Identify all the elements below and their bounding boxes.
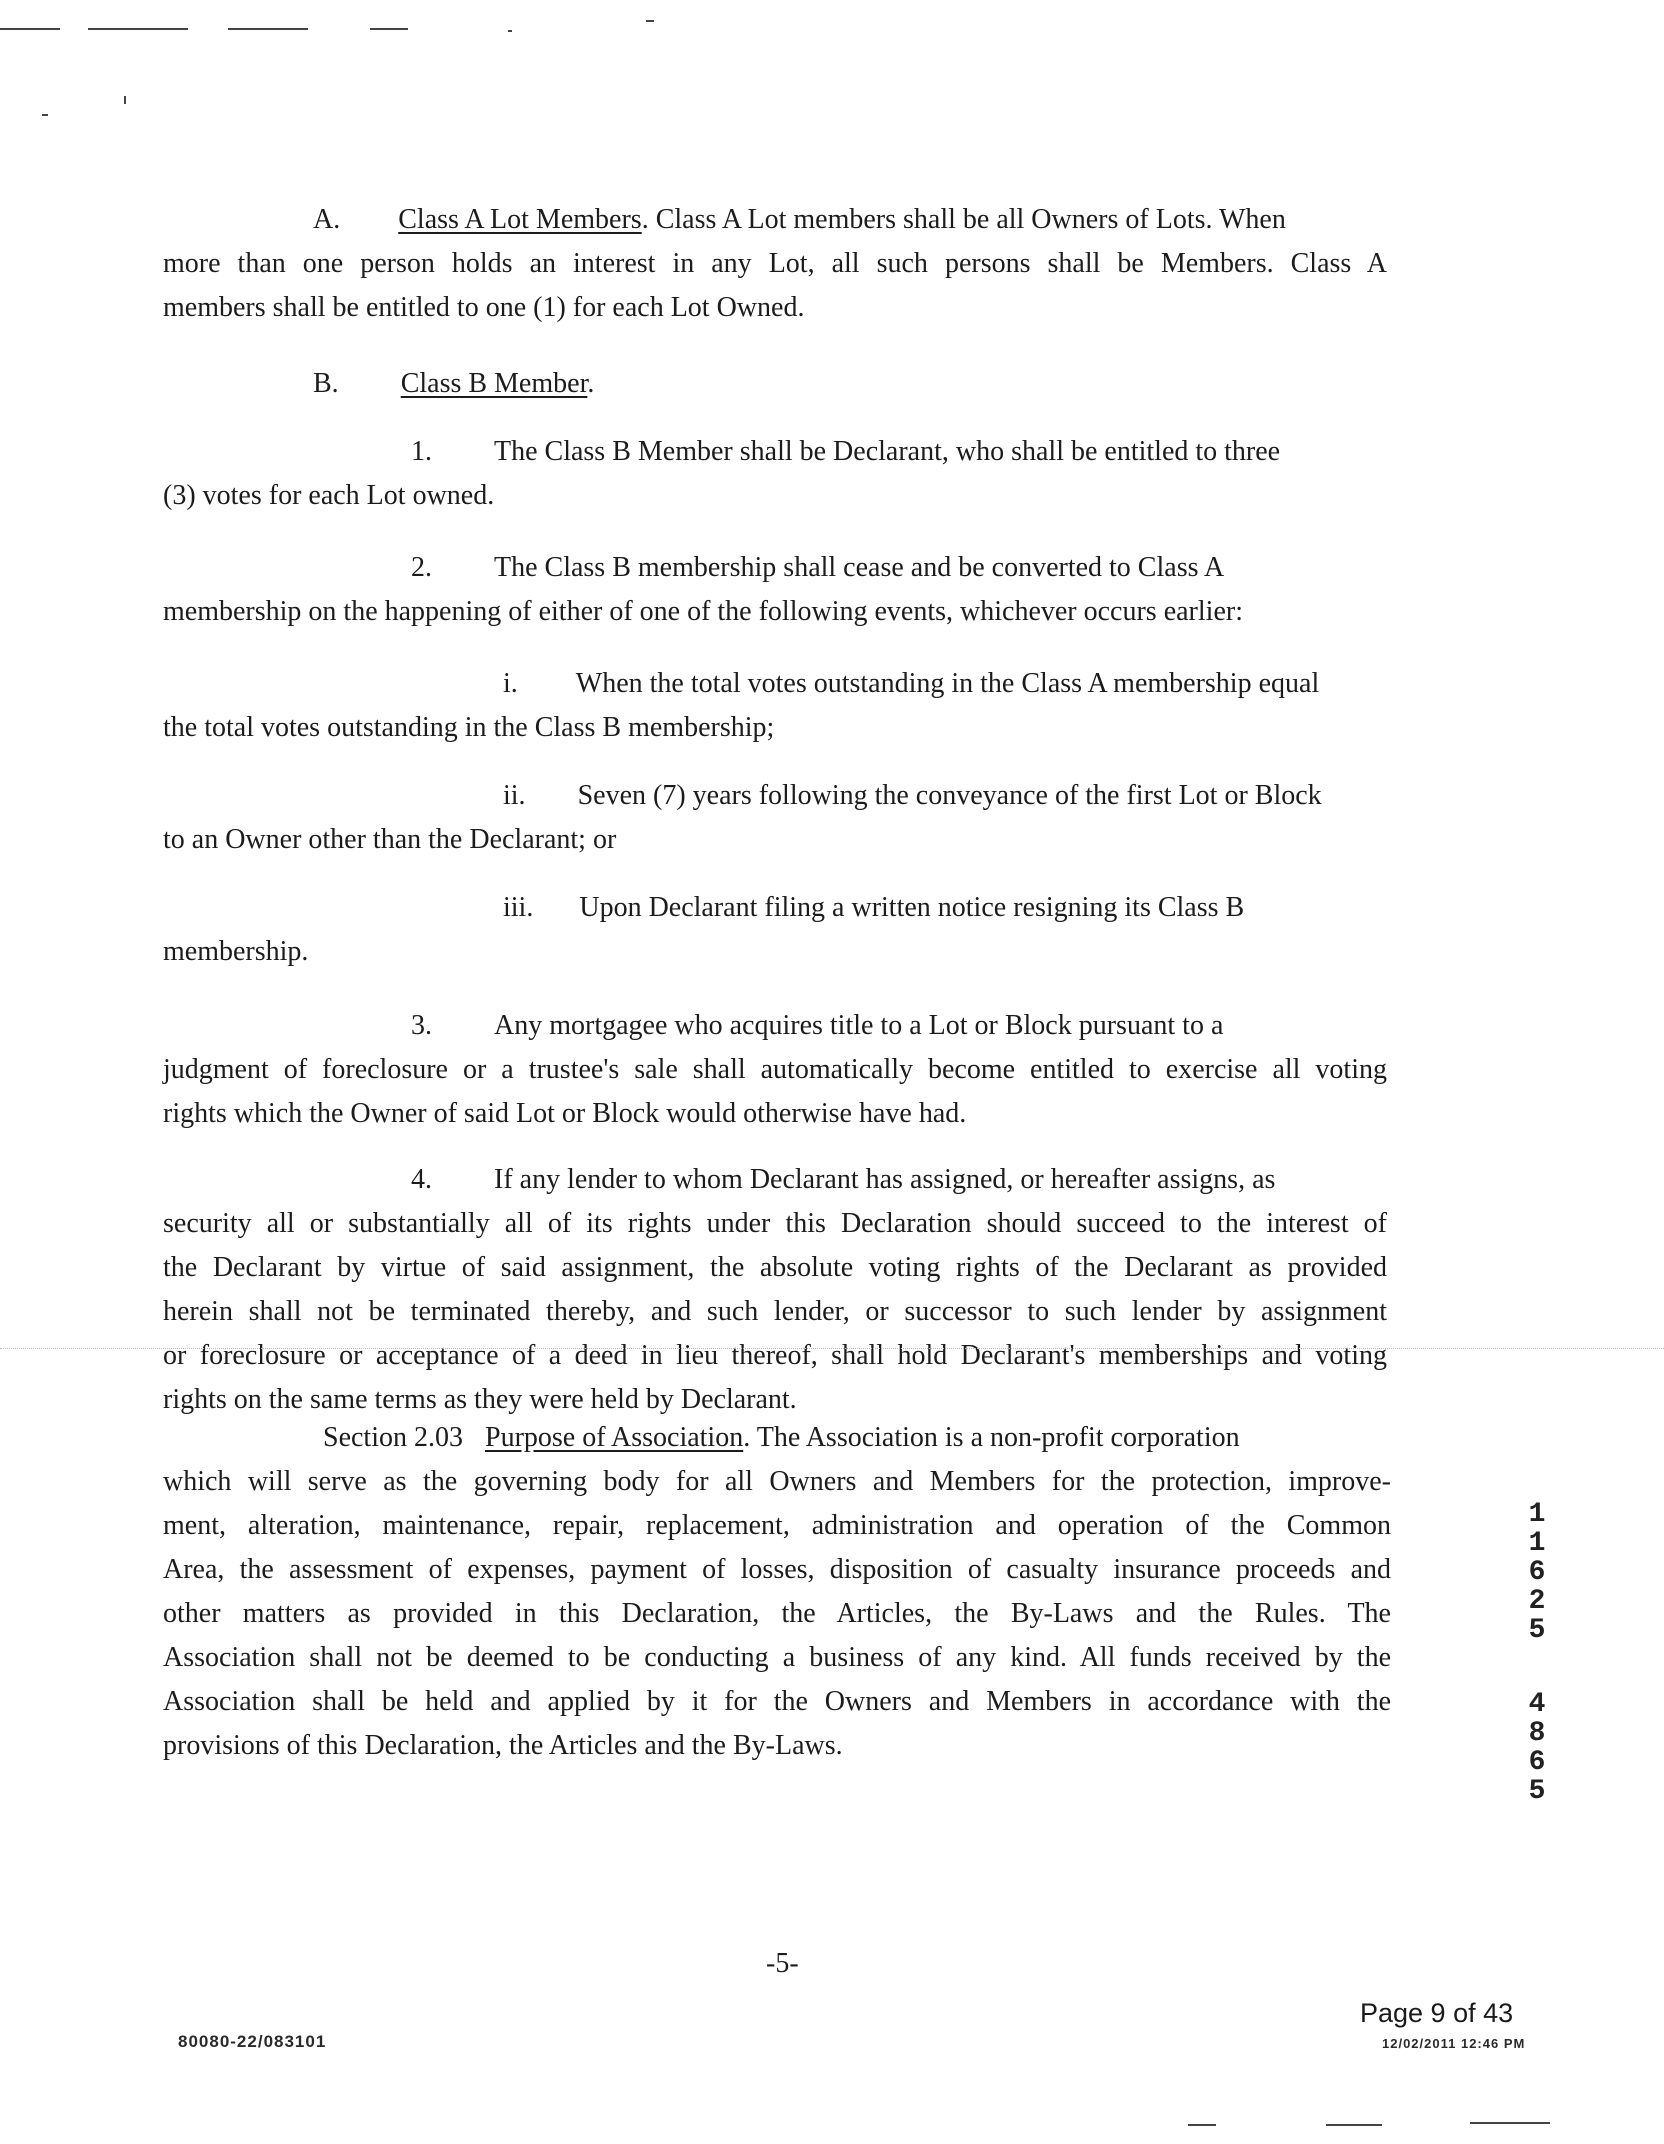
section-heading: Purpose of Association <box>485 1422 744 1453</box>
section-2-03 <box>163 1416 1391 1768</box>
item-2-line1: The Class B membership shall cease and be converted to Class A <box>494 552 1225 583</box>
para-a-label: A. <box>313 204 341 235</box>
item-4 <box>163 1158 1387 1422</box>
section-line8: provisions of this Declaration, the Articles and the By-Laws. <box>163 1730 843 1761</box>
document-page: A. Class A Lot Members. Class A Lot members shall be all Owners of Lots. When more than one person holds an interest in any Lot, all such persons shall be Members. Class A members shall be entitled to one (1) for each Lot Owned. B. Class B Member. 1. The Class B Member shall be Declarant, who shall be entitled to three (3) votes for each Lot owned. 2. The Class B membership shall cease and be converted to Class A membership on the happening of either of one of the following events, whichever occurs earlier: i. When the total votes outstanding in the Class A membership equal the total votes outstanding in the Class B membership; ii. Seven (7) years following the conveyance of the first Lot or Block to an Owner other than the Declarant; or iii. Upon Declarant filing a written notice resigning its Class B membership. 3. Any mortgagee who acquires title to a Lot or Block pursuant to a judgment of foreclosure or a trustee's sale shall automatically become entitled to exercise all voting rights which the Owner of said Lot or Block would otherwise have had. 4. If any lender to whom Declarant has assigned, or hereafter assigns, as security all or substantially all of its rights under this Declaration should succeed to the interest of the Declarant by virtue of said assignment, the absolute voting rights of the Declarant as provided herein shall not be terminated thereby, and such lender, or successor to such lender by assignment or foreclosure or acceptance of a deed in lieu thereof, shall hold Declarant's memberships and voting rights on the same terms as they were held by Declarant. Section 2.03 Purpose of Association. The Association is a non-profit corporation which will serve as the governing body for all Owners and Members for the protection, improve- ment, alteration, maintenance, repair, replacement, administration and operation of the Common Area, the assessment of expenses, payment of losses, disposition of casualty insurance proceeds and other matters as provided in this Declaration, the Articles, the By-Laws and the Rules. The Association shall not be deemed to be conducting a business of any kind. All funds received by the Association shall be held and applied by it for the Owners and Members in accordance with the provisions of this Declaration, the Articles and the By-Laws. 1 1 6 2 5 4 8 6 5 -5- 80080-22/083101 Page 9 of 43 12/02/2011 12:46 PM <box>0 0 1664 2144</box>
scan-mark <box>646 20 654 22</box>
item-4-line1: If any lender to whom Declarant has assigned, or hereafter assigns, as <box>494 1164 1276 1195</box>
para-b-heading-end: . <box>587 368 595 399</box>
item-4-line4: herein shall not be terminated thereby, and such lender, or successor to such lender by assignment <box>163 1296 1387 1327</box>
item-1-line1: The Class B Member shall be Declarant, who shall be entitled to three <box>494 436 1281 467</box>
item-iii-num: iii. <box>503 892 534 923</box>
item-4-line3: the Declarant by virtue of said assignment, the absolute voting rights of the Declarant as provided <box>163 1252 1387 1283</box>
item-4-line2: security all or substantially all of its rights under this Declaration should succeed to the interest of <box>163 1208 1387 1239</box>
para-b <box>313 362 594 406</box>
item-i-line2: the total votes outstanding in the Class B membership; <box>163 712 775 743</box>
item-2-num: 2. <box>411 552 432 583</box>
item-ii-num: ii. <box>503 780 526 811</box>
item-1-line2: (3) votes for each Lot owned. <box>163 480 495 511</box>
item-1 <box>163 430 1387 518</box>
scan-mark <box>42 114 48 116</box>
item-ii <box>163 774 1387 862</box>
page-of-count: Page 9 of 43 <box>1360 1998 1514 2028</box>
section-line1: . The Association is a non-profit corporation <box>743 1422 1240 1453</box>
item-4-line5: or foreclosure or acceptance of a deed in lieu thereof, shall hold Declarant's memberships and voting <box>163 1340 1387 1371</box>
item-2 <box>163 546 1387 634</box>
scan-mark <box>1326 2124 1382 2126</box>
section-line2: which will serve as the governing body for all Owners and Members for the protection, improve- <box>163 1466 1391 1497</box>
para-a-line3: members shall be entitled to one (1) for each Lot Owned. <box>163 292 805 323</box>
item-3-num: 3. <box>411 1010 432 1041</box>
item-4-num: 4. <box>411 1164 432 1195</box>
section-line6: Association shall not be deemed to be conducting a business of any kind. All funds received by the <box>163 1642 1391 1673</box>
para-a-line1: . Class A Lot members shall be all Owners of Lots. When <box>641 204 1286 235</box>
item-4-line6: rights on the same terms as they were held by Declarant. <box>163 1384 797 1415</box>
scan-mark <box>124 96 126 104</box>
page-number: -5- <box>766 1948 799 1979</box>
item-3-line2: judgment of foreclosure or a trustee's sale shall automatically become entitled to exercise all voting <box>163 1054 1387 1085</box>
item-i <box>163 662 1387 750</box>
item-iii-line1: Upon Declarant filing a written notice resigning its Class B <box>579 892 1245 923</box>
item-ii-line1: Seven (7) years following the conveyance of the first Lot or Block <box>577 780 1322 811</box>
section-line5: other matters as provided in this Declaration, the Articles, the By-Laws and the Rules. The <box>163 1598 1391 1629</box>
print-timestamp: 12/02/2011 12:46 PM <box>1382 2036 1526 2051</box>
scan-mark <box>508 30 512 32</box>
scan-mark <box>1188 2124 1216 2126</box>
item-i-line1: When the total votes outstanding in the Class A membership equal <box>575 668 1320 699</box>
item-iii-line2: membership. <box>163 936 309 967</box>
para-a-heading: Class A Lot Members <box>398 204 642 235</box>
item-3-line1: Any mortgagee who acquires title to a Lot or Block pursuant to a <box>494 1010 1224 1041</box>
document-id: 80080-22/083101 <box>178 2032 327 2051</box>
scan-dotted-rule <box>0 1348 1664 1349</box>
scan-mark <box>370 28 408 30</box>
scan-mark <box>1470 2122 1550 2124</box>
item-iii <box>163 886 1387 974</box>
item-3-line3: rights which the Owner of said Lot or Block would otherwise have had. <box>163 1098 967 1129</box>
para-b-label: B. <box>313 368 339 399</box>
item-2-line2: membership on the happening of either of one of the following events, whichever occurs earlier: <box>163 596 1243 627</box>
scan-mark <box>0 28 60 30</box>
item-1-num: 1. <box>411 436 432 467</box>
section-line7: Association shall be held and applied by it for the Owners and Members in accordance with the <box>163 1686 1391 1717</box>
item-i-num: i. <box>503 668 518 699</box>
para-b-heading: Class B Member <box>400 368 588 399</box>
scan-mark <box>88 28 188 30</box>
section-line4: Area, the assessment of expenses, payment of losses, disposition of casualty insurance proceeds and <box>163 1554 1391 1585</box>
para-a <box>163 198 1387 330</box>
item-ii-line2: to an Owner other than the Declarant; or <box>163 824 617 855</box>
para-a-line2: more than one person holds an interest in any Lot, all such persons shall be Members. Class A <box>163 248 1387 279</box>
section-line3: ment, alteration, maintenance, repair, replacement, administration and operation of the Common <box>163 1510 1391 1541</box>
scan-mark <box>228 28 308 30</box>
section-label: Section 2.03 <box>323 1422 463 1453</box>
item-3 <box>163 1004 1387 1136</box>
